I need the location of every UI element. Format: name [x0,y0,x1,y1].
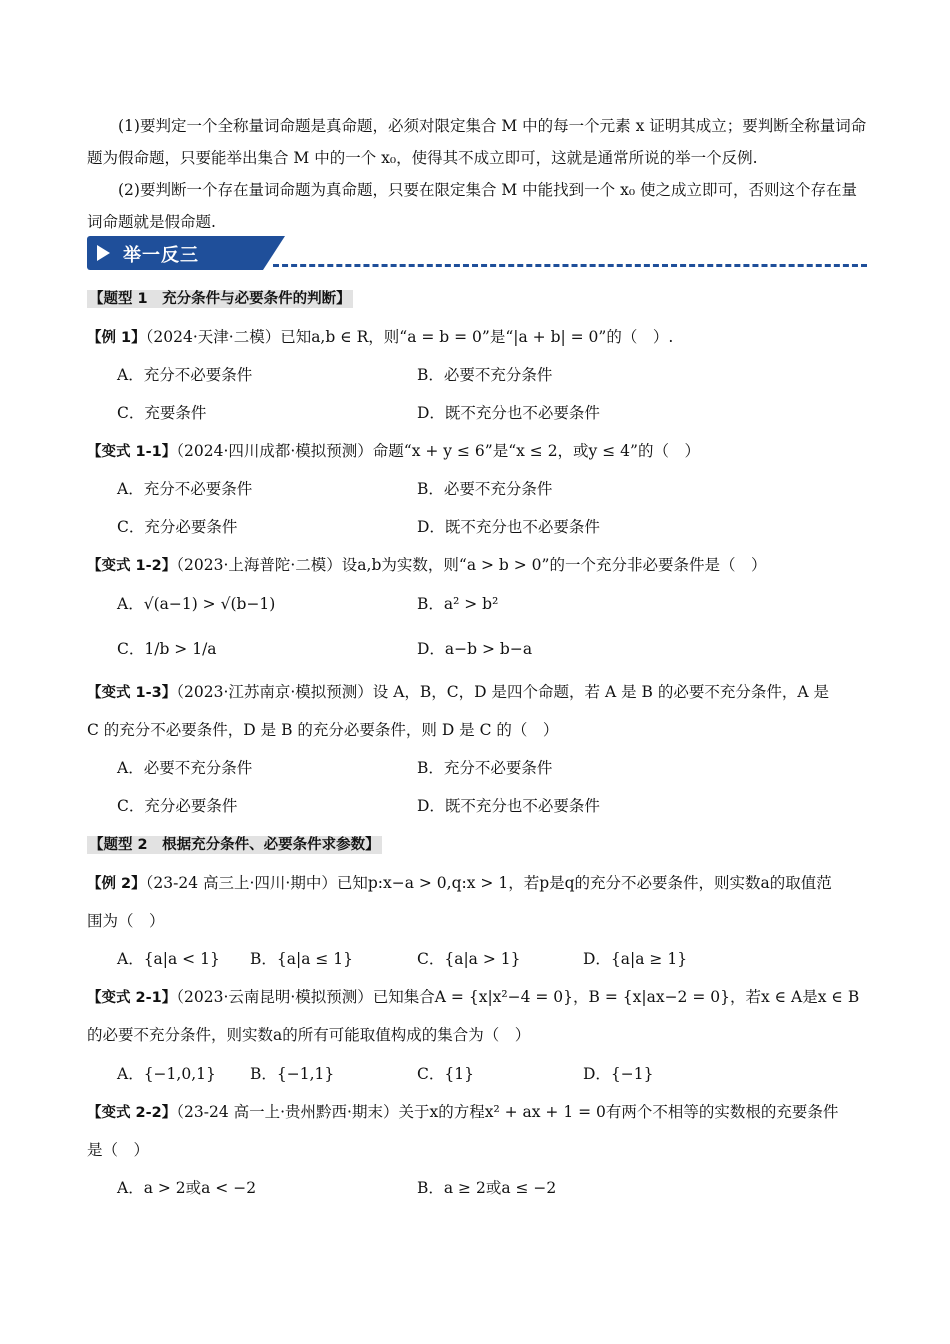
variant-1-2-text: （2023·上海普陀·二模）设a,b为实数，则“a > b > 0”的一个充分非必要条件是（ ） [176,556,767,574]
variant-2-2-stem-line-1 [87,1100,877,1122]
variant-2-2-label: 【变式 2-2】 [87,1105,177,1121]
variant-1-2-option-c: C．1/b > 1/a [117,640,217,658]
example-2-text-1: （23-24 高三上·四川·期中）已知p:x−a > 0,q:x > 1，若p是q的充分不必要条件，则实数a的取值范 [145,874,832,892]
example-2-stem-line-1 [87,871,877,893]
variant-1-3-stem-line-2: C 的充分不必要条件，D 是 B 的充分必要条件，则 D 是 C 的（ ） [87,721,559,739]
example-1-label: 【例 1】 [87,330,146,346]
variant-2-1-label: 【变式 2-1】 [87,990,177,1006]
section-2-title: 【题型 2 根据充分条件、必要条件求参数】 [89,837,380,853]
variant-1-3-option-a: A．必要不充分条件 [117,759,253,777]
variant-1-2-option-a: A．√(a−1) > √(b−1) [117,595,276,613]
variant-2-2-stem-line-2: 是（ ） [87,1141,150,1159]
variant-2-1-text-1: （2023·云南昆明·模拟预测）已知集合A = {x|x²−4 = 0}，B = {x|ax−2 = 0}，若x ∈ A是x ∈ B [176,988,860,1006]
banner-title: 举一反三 [123,245,199,266]
variant-1-3-stem-line-1 [87,680,877,702]
example-1-option-a: A．充分不必要条件 [117,366,253,384]
example-1-text: （2024·天津·二模）已知a,b ∈ R，则“a = b = 0”是“|a + b| = 0”的（ ）. [145,328,674,346]
variant-2-1-option-c: C．{1} [417,1065,474,1083]
example-2-option-d: D．{a|a ≥ 1} [583,950,688,968]
example-2-option-c: C．{a|a > 1} [417,950,521,968]
example-1-option-c: C．充要条件 [117,404,207,422]
example-2-stem-line-2: 围为（ ） [87,912,165,930]
variant-1-3-option-c: C．充分必要条件 [117,797,238,815]
variant-2-1-option-b: B．{−1,1} [250,1065,335,1083]
variant-1-1-option-a: A．充分不必要条件 [117,480,253,498]
variant-1-1-option-d: D．既不充分也不必要条件 [417,518,600,536]
variant-1-1-label: 【变式 1-1】 [87,444,177,460]
example-2-option-a: A．{a|a < 1} [117,950,220,968]
variant-1-2-option-d: D．a−b > b−a [417,640,533,658]
variant-1-3-option-b: B．充分不必要条件 [417,759,553,777]
section-1-header [87,287,877,308]
variant-1-1-text: （2024·四川成都·模拟预测）命题“x + y ≤ 6”是“x ≤ 2，或y ≤ 4”的（ ） [176,442,700,460]
example-1-option-b: B．必要不充分条件 [417,366,553,384]
example-2-option-b: B．{a|a ≤ 1} [250,950,354,968]
section-banner [87,236,867,276]
variant-2-2-option-a: A．a > 2或a < −2 [117,1179,257,1197]
variant-1-1-option-b: B．必要不充分条件 [417,480,553,498]
variant-1-2-option-b: B．a² > b² [417,595,499,613]
section-1-title: 【题型 1 充分条件与必要条件的判断】 [89,291,351,307]
example-1-option-d: D．既不充分也不必要条件 [417,404,600,422]
banner-label-box [87,236,263,270]
variant-1-2-label: 【变式 1-2】 [87,558,177,574]
variant-2-1-stem-line-2: 的必要不充分条件，则实数a的所有可能取值构成的集合为（ ） [87,1026,531,1044]
variant-1-3-label: 【变式 1-3】 [87,685,177,701]
variant-1-3-text-1: （2023·江苏南京·模拟预测）设 A，B，C，D 是四个命题，若 A 是 B 的必要不充分条件，A 是 [176,683,829,701]
variant-2-1-option-a: A．{−1,0,1} [117,1065,216,1083]
variant-2-1-option-d: D．{−1} [583,1065,654,1083]
section-2-header [87,833,877,854]
example-1-stem [87,325,877,347]
variant-1-3-option-d: D．既不充分也不必要条件 [417,797,600,815]
variant-1-1-stem [87,439,877,461]
play-triangle-icon [97,245,110,261]
variant-1-1-option-c: C．充分必要条件 [117,518,238,536]
intro-paragraph-2: (2)要判断一个存在量词命题为真命题，只要在限定集合 M 中能找到一个 x₀ 使之成立即可，否则这个存在量词命题就是假命题. [87,181,857,231]
intro-paragraph-1: (1)要判定一个全称量词命题是真命题，必须对限定集合 M 中的每一个元素 x 证明其成立；要判断全称量词命题为假命题，只要能举出集合 M 中的一个 x₀，使得其不成立即可，这就是通常所说的举一个反例. [87,117,867,167]
variant-1-2-stem [87,553,877,575]
example-2-label: 【例 2】 [87,876,146,892]
banner-dashed-divider [273,264,867,267]
variant-2-2-text-1: （23-24 高一上·贵州黔西·期末）关于x的方程x² + ax + 1 = 0有两个不相等的实数根的充要条件 [176,1103,839,1121]
variant-2-2-option-b: B．a ≥ 2或a ≤ −2 [417,1179,557,1197]
variant-2-1-stem-line-1 [87,985,877,1007]
